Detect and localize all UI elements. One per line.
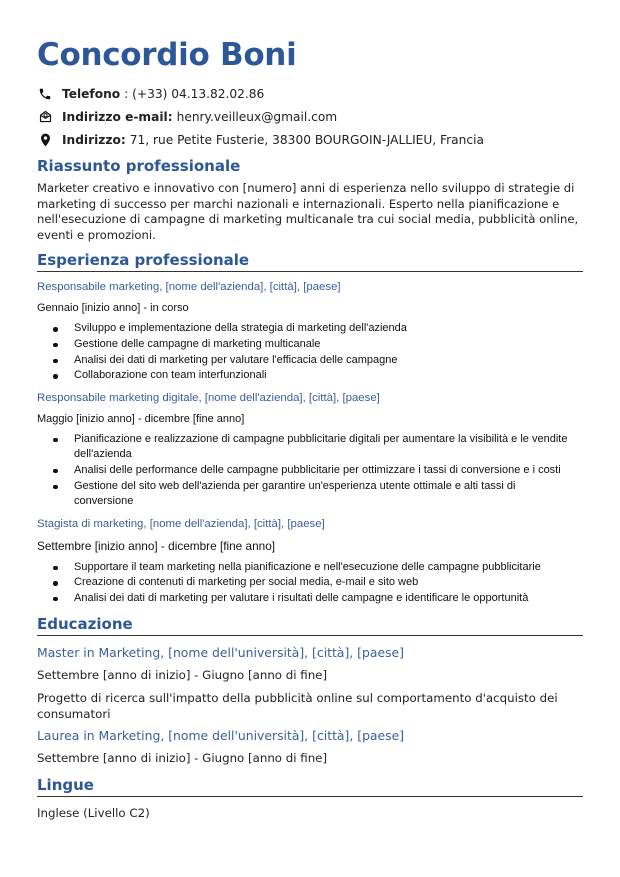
phone-icon <box>37 86 53 102</box>
list-item: Supportare il team marketing nella pianificazione e nell'esecuzione delle campagne pubblicitarie <box>74 560 583 576</box>
summary-heading: Riassunto professionale <box>37 157 241 175</box>
contact-phone-label: Telefono <box>62 86 121 101</box>
list-item: Gestione delle campagne di marketing multicanale <box>74 337 583 353</box>
list-item: Sviluppo e implementazione della strategia di marketing dell'azienda <box>74 321 583 337</box>
job-title: Stagista di marketing, [nome dell'azienda], [città], [paese] <box>37 517 325 530</box>
contact-address-value: 71, rue Petite Fusterie, 38300 BOURGOIN-JALLIEU, Francia <box>129 132 484 147</box>
list-item: Pianificazione e realizzazione di campagne pubblicitarie digitali per aumentare la visibilità e le vendite dell'azienda <box>74 432 583 463</box>
candidate-name: Concordio Boni <box>37 37 297 73</box>
job-bullets <box>37 432 583 510</box>
list-item: Gestione del sito web dell'azienda per garantire un'esperienza utente ottimale e alti tassi di conversione <box>74 479 583 510</box>
experience-section <box>37 251 583 606</box>
contact-phone-value: : (+33) 04.13.82.02.86 <box>124 86 265 101</box>
job-dates: Gennaio [inizio anno] - in corso <box>37 302 189 315</box>
contact-email-value[interactable]: henry.veilleux@gmail.com <box>176 109 338 124</box>
contact-address-label: Indirizzo: <box>62 132 126 147</box>
education-dates: Settembre [anno di inizio] - Giugno [anno di fine] <box>37 751 328 766</box>
summary-text: Marketer creativo e innovativo con [numero] anni di esperienza nello sviluppo di strategie di marketing di successo per marchi nazionali e internazionali. Esperto nella pianificazione e nell'esecuzione di campagne di marketing multicanale tra cui social media, pubblicità online, eventi e promozioni. <box>37 181 579 242</box>
list-item: Collaborazione con team interfunzionali <box>74 368 583 384</box>
contact-address <box>37 128 583 151</box>
list-item: Analisi delle performance delle campagne pubblicitarie per ottimizzare i tassi di conversione e i costi <box>74 463 583 479</box>
education-note: Progetto di ricerca sull'impatto della pubblicità online sul comportamento d'acquisto dei consumatori <box>37 691 558 721</box>
experience-heading: Esperienza professionale <box>37 251 250 270</box>
list-item: Creazione di contenuti di marketing per social media, e-mail e sito web <box>74 575 583 591</box>
languages-section <box>37 776 583 822</box>
summary-section <box>37 157 583 243</box>
education-section <box>37 615 583 767</box>
location-pin-icon <box>37 132 53 148</box>
contact-email-label: Indirizzo e-mail: <box>62 109 173 124</box>
job-dates: Settembre [inizio anno] - dicembre [fine anno] <box>37 538 276 553</box>
job-title: Responsabile marketing digitale, [nome dell'azienda], [città], [paese] <box>37 391 380 404</box>
list-item: Analisi dei dati di marketing per valutare i risultati delle campagne e identificare le opportunità <box>74 591 583 607</box>
job-entry <box>37 281 583 383</box>
education-title: Master in Marketing, [nome dell'università], [città], [paese] <box>37 644 404 660</box>
contact-phone <box>37 82 583 105</box>
job-entry <box>37 392 583 510</box>
education-title: Laurea in Marketing, [nome dell'università], [città], [paese] <box>37 728 405 744</box>
email-icon <box>37 109 53 125</box>
education-dates: Settembre [anno di inizio] - Giugno [anno di fine] <box>37 667 328 682</box>
contact-list <box>37 82 583 151</box>
job-bullets <box>37 321 583 383</box>
job-bullets <box>37 560 583 607</box>
contact-email <box>37 105 583 128</box>
job-entry <box>37 518 583 607</box>
languages-heading: Lingue <box>37 775 94 794</box>
language-item: Inglese (Livello C2) <box>37 805 150 820</box>
education-heading: Educazione <box>37 614 133 633</box>
job-title: Responsabile marketing, [nome dell'azienda], [città], [paese] <box>37 281 341 294</box>
list-item: Analisi dei dati di marketing per valutare l'efficacia delle campagne <box>74 353 583 369</box>
job-dates: Maggio [inizio anno] - dicembre [fine anno] <box>37 412 245 425</box>
